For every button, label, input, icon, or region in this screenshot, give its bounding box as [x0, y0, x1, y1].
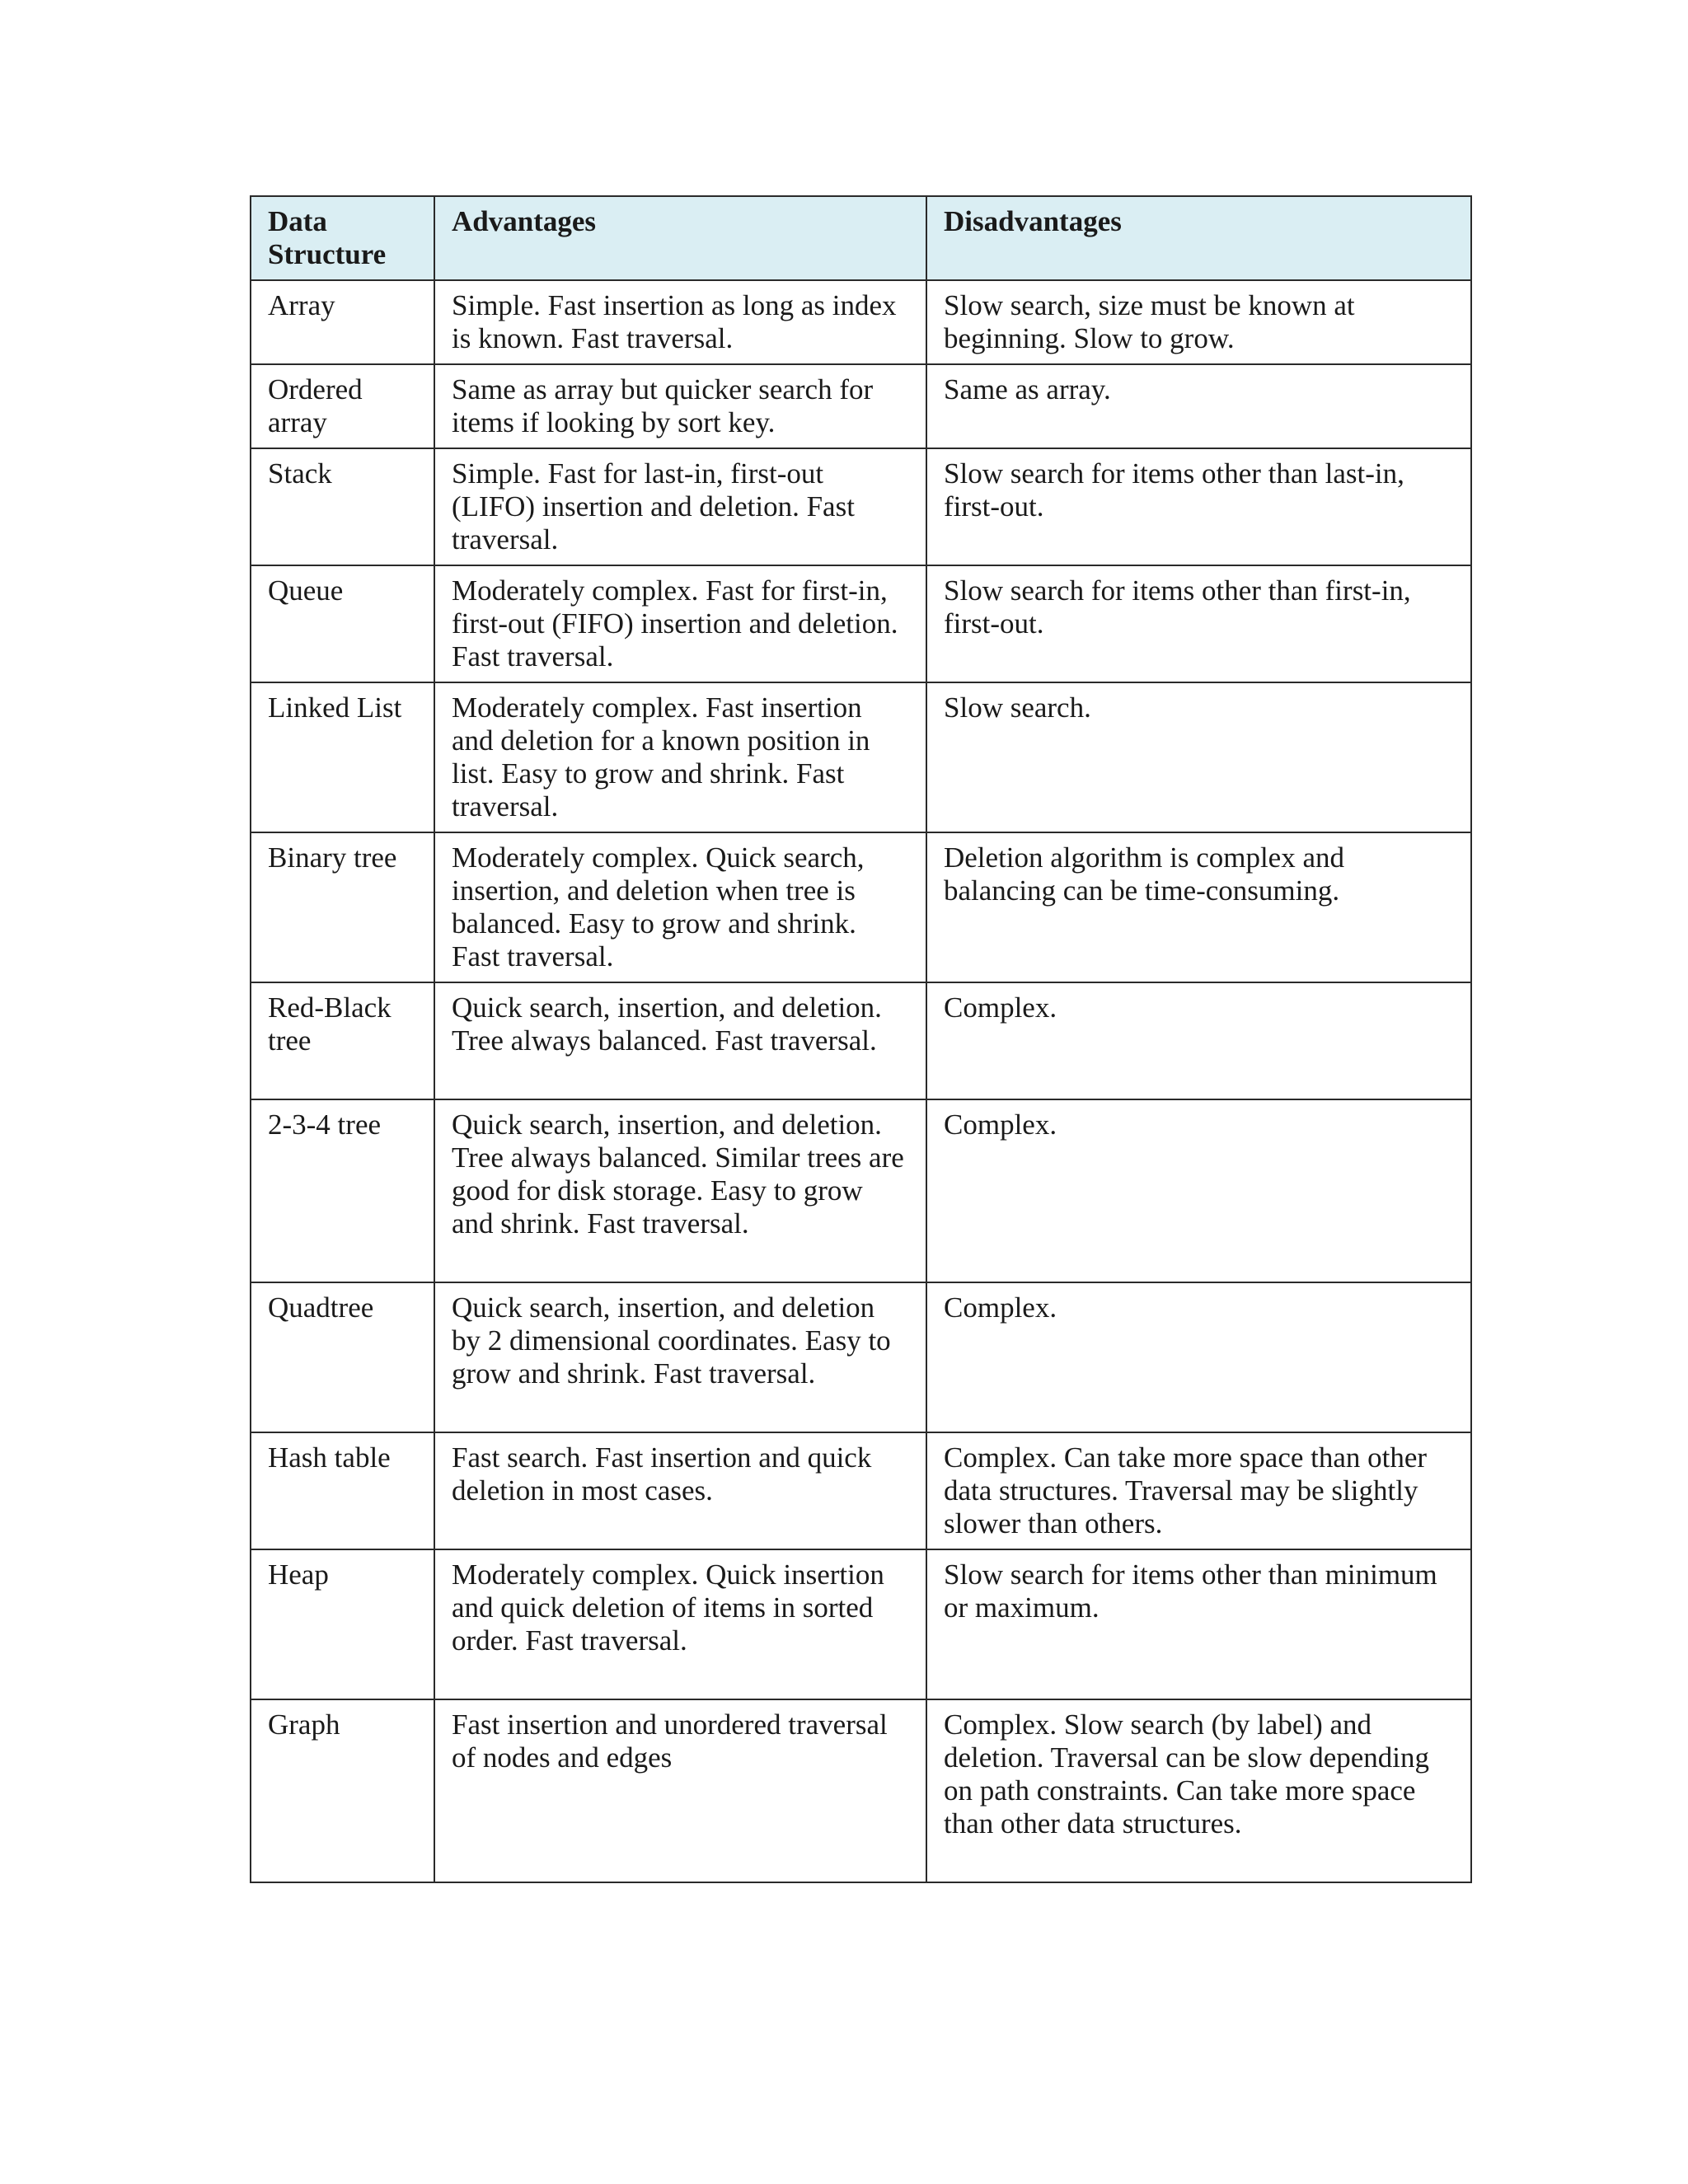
cell-advantages: Moderately complex. Fast insertion and deletion for a known position in list. Easy to grow and shrink. Fast traversal. — [434, 682, 926, 832]
table-row — [251, 1432, 1471, 1549]
cell-disadvantages: Slow search for items other than last-in, first-out. — [926, 448, 1471, 565]
table-row — [251, 682, 1471, 832]
table-row — [251, 1099, 1471, 1282]
cell-structure: Ordered array — [251, 364, 434, 448]
header-advantages: Advantages — [434, 196, 926, 280]
table-row — [251, 832, 1471, 982]
table-row — [251, 364, 1471, 448]
cell-advantages: Fast insertion and unordered traversal of nodes and edges — [434, 1699, 926, 1882]
cell-structure: Red-Black tree — [251, 982, 434, 1099]
header-disadvantages: Disadvantages — [926, 196, 1471, 280]
cell-structure: Queue — [251, 565, 434, 682]
cell-advantages: Same as array but quicker search for items if looking by sort key. — [434, 364, 926, 448]
table-row — [251, 280, 1471, 364]
cell-advantages: Quick search, insertion, and deletion. Tree always balanced. Similar trees are good for disk storage. Easy to grow and shrink. Fast traversal. — [434, 1099, 926, 1282]
header-data-structure: Data Structure — [251, 196, 434, 280]
cell-structure: Binary tree — [251, 832, 434, 982]
cell-structure: Heap — [251, 1549, 434, 1699]
cell-disadvantages: Complex. — [926, 982, 1471, 1099]
data-structures-table — [250, 195, 1472, 1883]
cell-disadvantages: Complex. — [926, 1099, 1471, 1282]
table-row — [251, 1549, 1471, 1699]
cell-advantages: Simple. Fast insertion as long as index is known. Fast traversal. — [434, 280, 926, 364]
cell-advantages: Quick search, insertion, and deletion. Tree always balanced. Fast traversal. — [434, 982, 926, 1099]
cell-advantages: Quick search, insertion, and deletion by 2 dimensional coordinates. Easy to grow and shrink. Fast traversal. — [434, 1282, 926, 1432]
cell-advantages: Simple. Fast for last-in, first-out (LIFO) insertion and deletion. Fast traversal. — [434, 448, 926, 565]
cell-advantages: Fast search. Fast insertion and quick deletion in most cases. — [434, 1432, 926, 1549]
table-row — [251, 565, 1471, 682]
table-row — [251, 1282, 1471, 1432]
cell-advantages: Moderately complex. Quick search, insertion, and deletion when tree is balanced. Easy to grow and shrink. Fast traversal. — [434, 832, 926, 982]
cell-advantages: Moderately complex. Fast for first-in, first-out (FIFO) insertion and deletion. Fast traversal. — [434, 565, 926, 682]
cell-structure: Graph — [251, 1699, 434, 1882]
cell-disadvantages: Complex. Can take more space than other data structures. Traversal may be slightly slower than others. — [926, 1432, 1471, 1549]
table-row — [251, 1699, 1471, 1882]
cell-disadvantages: Deletion algorithm is complex and balancing can be time-consuming. — [926, 832, 1471, 982]
cell-disadvantages: Slow search for items other than first-in, first-out. — [926, 565, 1471, 682]
cell-structure: Array — [251, 280, 434, 364]
cell-structure: Hash table — [251, 1432, 434, 1549]
cell-structure: Linked List — [251, 682, 434, 832]
cell-structure: Quadtree — [251, 1282, 434, 1432]
cell-structure: 2-3-4 tree — [251, 1099, 434, 1282]
cell-disadvantages: Slow search. — [926, 682, 1471, 832]
cell-disadvantages: Slow search for items other than minimum or maximum. — [926, 1549, 1471, 1699]
table-row — [251, 982, 1471, 1099]
cell-advantages: Moderately complex. Quick insertion and quick deletion of items in sorted order. Fast traversal. — [434, 1549, 926, 1699]
cell-disadvantages: Complex. Slow search (by label) and deletion. Traversal can be slow depending on path constraints. Can take more space than other data structures. — [926, 1699, 1471, 1882]
cell-disadvantages: Complex. — [926, 1282, 1471, 1432]
table-row — [251, 448, 1471, 565]
cell-disadvantages: Slow search, size must be known at beginning. Slow to grow. — [926, 280, 1471, 364]
table-header-row — [251, 196, 1471, 280]
cell-structure: Stack — [251, 448, 434, 565]
cell-disadvantages: Same as array. — [926, 364, 1471, 448]
